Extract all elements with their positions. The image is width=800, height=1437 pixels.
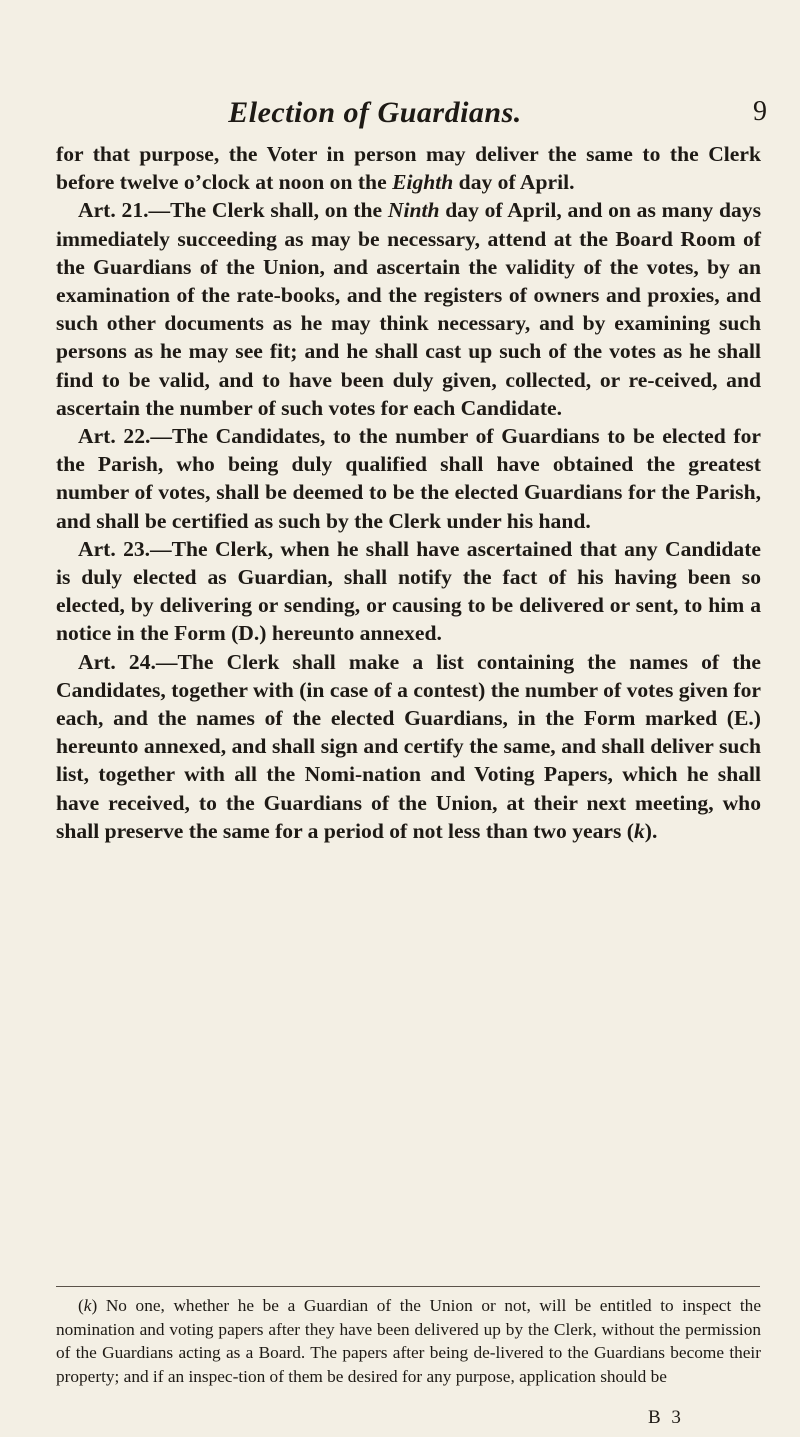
article-23: Art. 23.—The Clerk, when he shall have ascertained that any Candidate is duly elected as Guardian, shall notify the fact of his having been so elected, by delivering or sending, or causing to be delivered or sent, to him a notice in the Form (D.) hereunto annexed. [56, 536, 761, 646]
paragraph-text: Art. 21.—The Clerk shall, on the [78, 198, 388, 223]
signature-mark: B 3 [648, 1407, 684, 1428]
italic-date: Ninth [387, 198, 440, 223]
body-text [56, 140, 761, 845]
paragraph-text: day of April, and on as many days immediately succeeding as may be necessary, attend at the Board Room of the Guardians of the Union, and ascertain the validity of the votes, by an examination of the rate-books, and the registers of owners and proxies, and such other documents as he may think necessary, and by examining such persons as he may see fit; and he shall cast up such of the votes as he shall find to be valid, and to have been duly given, collected, or re-ceived, and ascertain the number of such votes for each Candidate. [56, 198, 762, 420]
footnote-mark: k [83, 1296, 92, 1315]
paragraph-text: for that purpose, the Voter in person may deliver the same to the Clerk before twelve o’clock at noon on the [56, 142, 761, 195]
footnote-ref: k [633, 818, 645, 843]
article-22: Art. 22.—The Candidates, to the number of Guardians to be elected for the Parish, who being duly qualified shall have obtained the greatest number of votes, shall be deemed to be the elected Guardians for the Parish, and shall be certified as such by the Clerk under his hand. [56, 424, 761, 533]
article-21 [56, 196, 761, 422]
running-title: Election of Guardians. [228, 96, 522, 129]
running-head [0, 96, 800, 136]
paragraph-text: ). [644, 818, 658, 843]
paragraph-text: day of April. [453, 170, 575, 195]
paragraph-continuation [56, 140, 761, 196]
paragraph-text: Art. 24.—The Clerk shall make a list containing the names of the Candidates, together with (in case of a contest) the number of votes given for each, and the names of the elected Guardians, in the Form marked (E.) hereunto annexed, and shall sign and certify the same, and shall deliver such list, together with all the Nomi-nation and Voting Papers, which he shall have received, to the Guardians of the Union, at their next meeting, who shall preserve the same for a period of not less than two years ( [56, 649, 761, 843]
page-number: 9 [753, 96, 767, 127]
footnote-text: No one, whether he be a Guardian of the Union or not, will be entitled to inspect the nomination and voting papers after they have been delivered up by the Clerk, without the permission of the Guardians acting as a Board. The papers after being de-livered to the Guardians become their property; and if an inspec-tion of them be desired for any purpose, application should be [56, 1296, 761, 1386]
footnote [56, 1294, 761, 1388]
italic-date: Eighth [392, 170, 454, 195]
footnote-rule [56, 1286, 760, 1287]
footnote-paragraph: (k) No one, whether he be a Guardian of the Union or not, will be entitled to inspect the nomination and voting papers after they have been delivered up by the Clerk, without the permission of the Guardians acting as a Board. The papers after being de-livered to the Guardians become their property; and if an inspec-tion of them be desired for any purpose, application should be [56, 1296, 761, 1386]
article-24 [56, 648, 761, 845]
